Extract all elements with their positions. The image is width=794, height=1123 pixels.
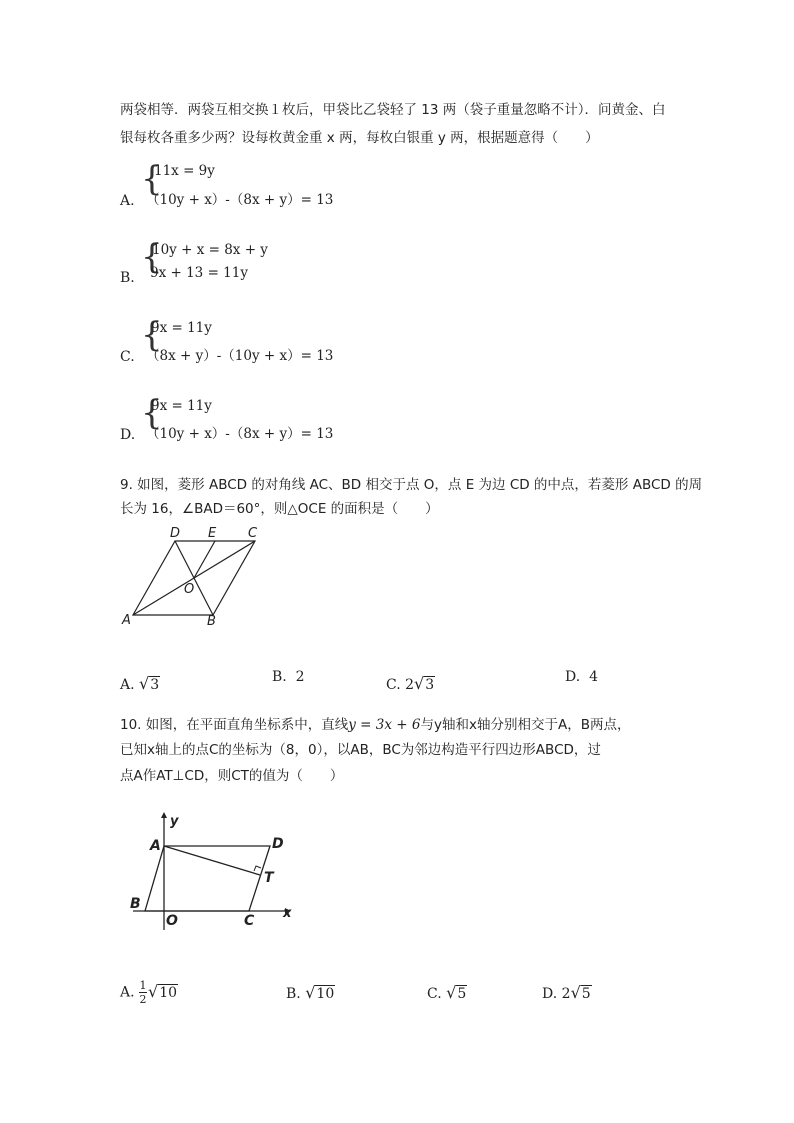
q8-option-b-eq1: 10y + x = 8x + y [152, 242, 268, 258]
q8-option-a-eq1: 11x = 9y [154, 163, 215, 179]
q10-option-d-radicand: 5 [581, 986, 591, 1002]
q9-label-d: D [170, 526, 181, 541]
q9-stem-line-1: 9. 如图，菱形 ABCD 的对角线 AC、BD 相交于点 O，点 E 为边 CD 的中点，若菱形 ABCD 的周 [120, 477, 703, 493]
q9-option-c [386, 674, 435, 693]
q10-option-c [427, 983, 467, 1002]
q9-stem-line-2: 长为 16，∠BAD＝60°，则△OCE 的面积是（ ） [120, 501, 439, 517]
q10-option-d [542, 983, 592, 1002]
q8-option-c-brace: { [141, 315, 163, 355]
y-axis-arrow [161, 812, 167, 818]
right-angle-mark [254, 866, 261, 871]
q10-label-t: T [264, 870, 274, 886]
q10-label-x: x [283, 906, 292, 921]
q10-stem-2a: 已知x轴上的点C的坐标为 [120, 742, 273, 758]
q10-option-a-label: A. [120, 984, 135, 1001]
q10-option-d-coef: 2 [561, 986, 571, 1002]
q10-option-a-denominator: 2 [139, 993, 147, 1006]
q8-option-c-label: C. [120, 349, 135, 365]
q9-label-a: A [122, 613, 131, 628]
sqrt-symbol: √10 [305, 983, 335, 1002]
q9-label-e: E [208, 526, 217, 541]
q8-option-b-label: B. [120, 270, 135, 286]
q8-option-a-label: A. [120, 193, 135, 209]
q9-label-c: C [248, 526, 258, 541]
q10-option-d-label: D. [542, 986, 558, 1002]
q10-option-a-radicand: 10 [159, 984, 178, 1001]
q10-coordinate-figure [125, 812, 305, 937]
q10-label-o: O [166, 913, 178, 929]
q10-option-b-label: B. [286, 986, 301, 1002]
q8-option-a-eq2: （10y + x）-（8x + y）= 13 [146, 192, 334, 208]
q8-option-d-label: D. [120, 427, 136, 443]
q8-option-d-brace: { [141, 393, 163, 433]
q10-label-b: B [130, 896, 141, 912]
q10-label-a: A [150, 838, 161, 854]
q9-option-a-label: A. [120, 677, 135, 693]
q8-option-c-eq2: （8x + y）-（10y + x）= 13 [146, 348, 334, 364]
q10-label-d: D [272, 836, 284, 852]
q10-point-c-coord: （8，0） [272, 742, 324, 758]
fraction [139, 980, 147, 1005]
q10-option-c-label: C. [427, 986, 442, 1002]
q9-option-d-value: 4 [589, 669, 599, 685]
q10-stem-1b: 与y轴和x轴分别相交于A，B两点， [420, 717, 631, 733]
q8-stem-line-2: 银每枚各重多少两？设每枚黄金重 x 两，每枚白银重 y 两，根据题意得（ ） [120, 130, 599, 146]
sqrt-symbol: √3 [139, 674, 160, 693]
q9-option-a-radicand: 3 [150, 677, 160, 693]
q9-option-b-value: 2 [295, 669, 305, 685]
sqrt-symbol: √3 [414, 674, 435, 693]
q10-option-c-radicand: 5 [457, 986, 467, 1002]
q9-label-b: B [207, 614, 216, 629]
sqrt-symbol: √5 [570, 983, 591, 1002]
q9-option-b-label: B. [272, 669, 287, 685]
q9-option-c-coef: 2 [405, 677, 415, 693]
q8-stem-line-1: 两袋相等．两袋互相交换１枚后，甲袋比乙袋轻了 13 两（袋子重量忽略不计）．问黄金、白 [120, 102, 666, 118]
q9-option-c-radicand: 3 [425, 677, 435, 693]
q10-stem-2b: ，以AB，BC为邻边构造平行四边形ABCD，过 [323, 742, 601, 758]
q8-option-d-eq1: 9x = 11y [151, 398, 212, 414]
q10-stem-1a: 10. 如图，在平面直角坐标系中，直线 [120, 717, 349, 733]
q9-option-b [272, 669, 305, 685]
q10-option-a-numerator: 1 [139, 979, 147, 992]
q8-option-a-brace: { [141, 159, 163, 199]
q10-option-b [286, 983, 335, 1002]
q10-stem-line-2 [120, 738, 601, 758]
q8-option-b-brace: { [141, 237, 163, 277]
q10-option-a [120, 980, 178, 1005]
q8-option-c-eq1: 9x = 11y [151, 320, 212, 336]
segment-at [164, 846, 260, 875]
q10-line-equation: y = 3x + 6 [348, 717, 421, 733]
q9-option-a [120, 674, 160, 693]
q8-option-b-eq2: 9x + 13 = 11y [150, 265, 248, 281]
q8-option-d-eq2: （10y + x）-（8x + y）= 13 [146, 426, 334, 442]
segment-oe [194, 541, 215, 578]
q9-option-d [565, 669, 598, 685]
q10-label-y: y [170, 814, 179, 829]
q9-option-c-label: C. [386, 677, 401, 693]
q9-option-d-label: D. [565, 669, 581, 685]
q10-stem-line-3: 点A作AT⊥CD，则CT的值为（ ） [120, 768, 344, 784]
q10-label-c: C [244, 913, 255, 929]
q10-option-b-radicand: 10 [316, 986, 335, 1002]
sqrt-symbol: √10 [148, 981, 178, 1001]
q10-stem-line-1 [120, 713, 630, 733]
q9-label-o: O [184, 582, 195, 597]
sqrt-symbol: √5 [446, 983, 467, 1002]
